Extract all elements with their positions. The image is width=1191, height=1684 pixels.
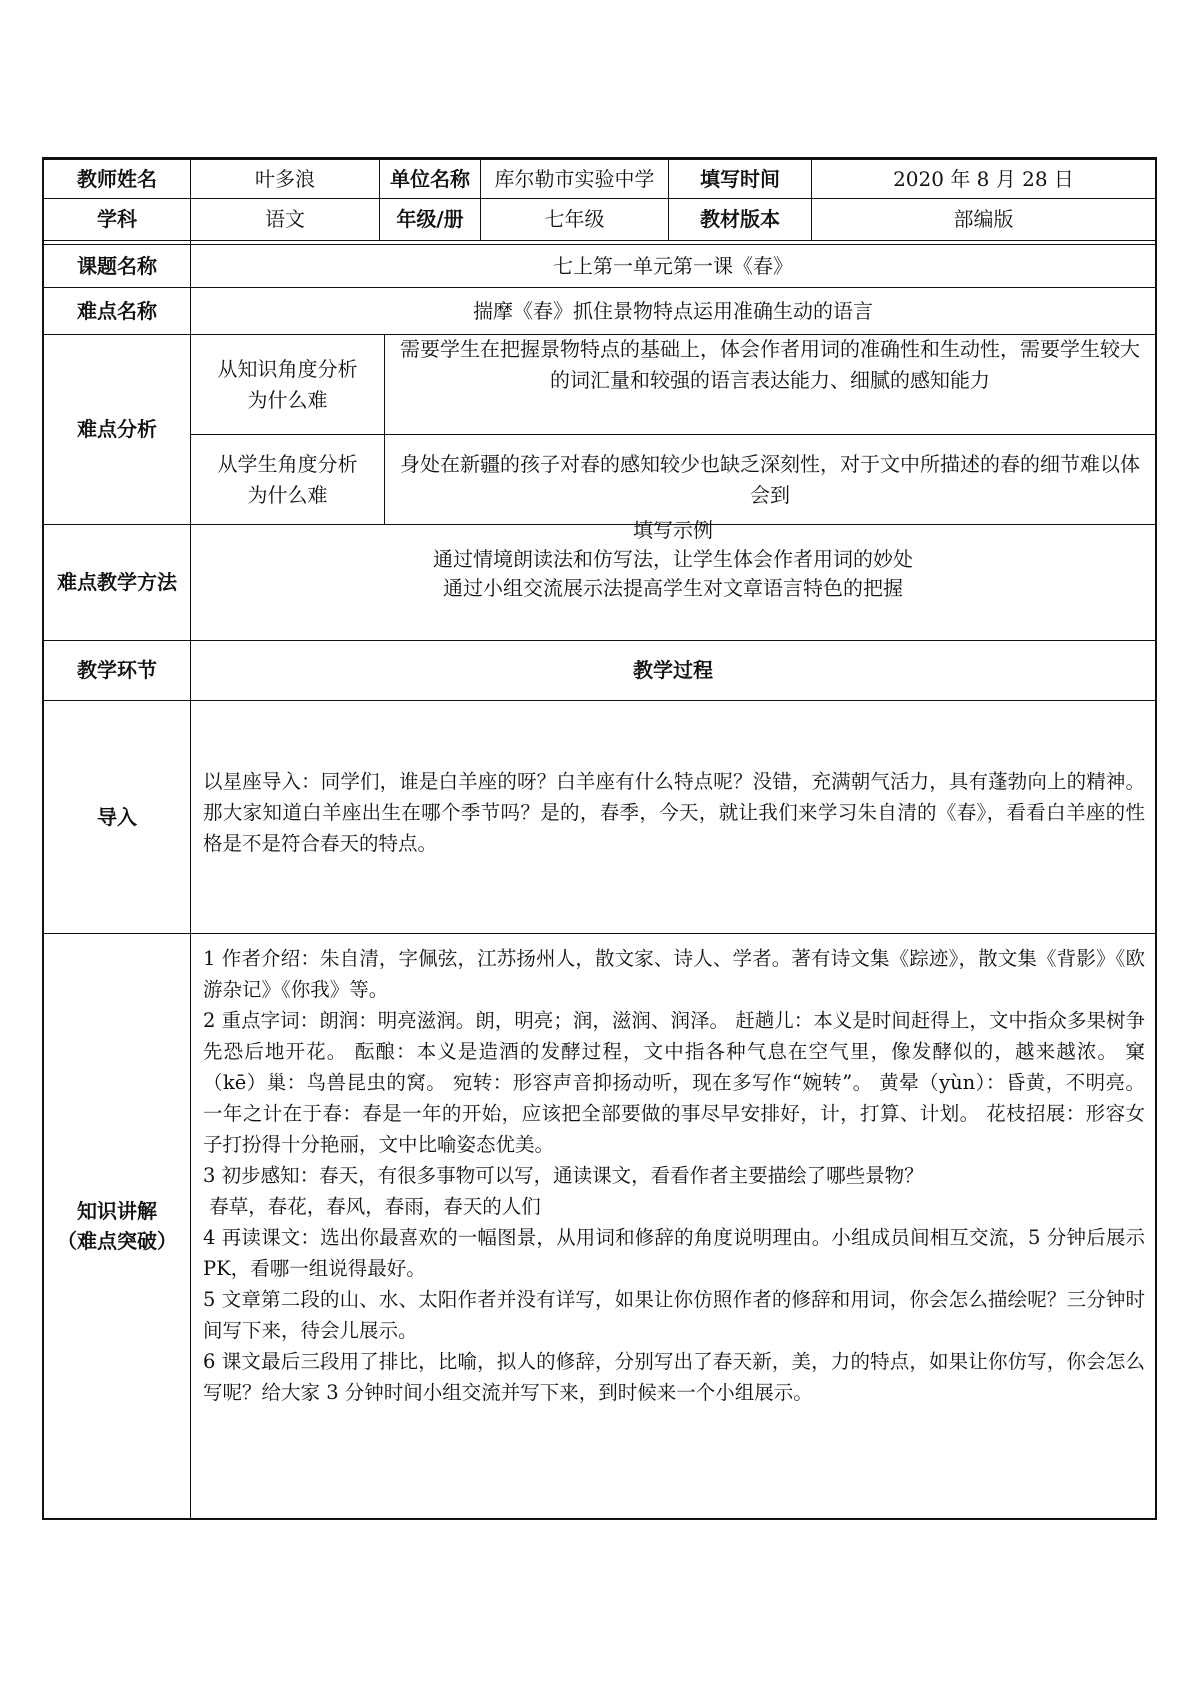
knowledge-paragraph: 3 初步感知：春天，有很多事物可以写，通读课文，看看作者主要描绘了哪些景物？ [203,1164,924,1187]
intro-text: 以星座导入：同学们，谁是白羊座的呀？白羊座有什么特点呢？没错，充满朝气活力，具有蓬勃向上的精神。那大家知道白羊座出生在哪个季节吗？是的，春季，今天，就让我们来学习朱自清的《春》，看看白羊座的性格是不是符合春天的特点。 [203,770,1145,855]
edition-label: 教材版本 [700,207,780,231]
knowledge-label-line: 知识讲解 [77,1199,157,1223]
method-value [191,517,1155,600]
fill-date-label: 填写时间 [700,166,780,191]
subject-label: 学科 [97,207,137,231]
method-line: 通过情境朗读法和仿写法，让学生体会作者用词的妙处 [433,546,913,571]
method-line: 填写示例 [633,517,713,542]
intro-label: 导入 [97,804,137,829]
grade: 七年级 [544,207,605,231]
analysis-label: 难点分析 [77,417,157,441]
knowledge-text [191,943,1155,1408]
unit-name: 库尔勒市实验中学 [494,166,655,191]
knowledge-paragraph: 春草，春花，春风，春雨，春天的人们 [203,1195,541,1218]
knowledge-paragraph: 6 课文最后三段用了排比，比喻，拟人的修辞，分别写出了春天新，美，力的特点，如果让你仿写，你会怎么写呢？给大家 3 分钟时间小组交流并写下来，到时候来一个小组展示。 [203,1350,1145,1404]
difficulty-value: 揣摩《春》抓住景物特点运用准确生动的语言 [473,298,873,323]
knowledge-paragraph: 1 作者介绍：朱自清，字佩弦，江苏扬州人，散文家、诗人、学者。著有诗文集《踪迹》，散文集《背影》《欧游杂记》《你我》等。 [203,947,1145,1001]
teacher-name: 叶多浪 [255,166,315,191]
knowledge-paragraph: 2 重点字词：朗润：明亮滋润。朗，明亮；润，滋润、润泽。 赶趟儿：本义是时间赶得上，文中指众多果树争先恐后地开花。 酝酿：本义是造酒的发酵过程，文中指各种气息在空气里，像发酵似的，越来越浓。 窠（kē）巢：鸟兽昆虫的窝。 宛转：形容声音抑扬动听，现在多写作“婉转”。 黄晕（yùn）：昏黄，不明亮。 一年之计在于春：春是一年的开始，应该把全部要做的事尽早安排好，计，打算、计划。 花枝招展：形容女子打扮得十分艳丽，文中比喻姿态优美。 [203,1009,1145,1156]
row-divider [42,933,1157,934]
teaching-process-header: 教学过程 [633,658,713,682]
outer-border-bottom [42,1518,1157,1520]
knowledge-angle-label: 从知识角度分析为什么难 [217,356,358,412]
knowledge-paragraph: 5 文章第二段的山、水、太阳作者并没有详写，如果让你仿照作者的修辞和用词，你会怎么描绘呢？三分钟时间写下来，待会儿展示。 [203,1288,1145,1342]
outer-border-right [1155,157,1157,1520]
row-divider [42,240,1157,241]
method-line: 通过小组交流展示法提高学生对文章语言特色的把握 [443,575,903,600]
knowledge-label [44,934,190,1518]
method-label: 难点教学方法 [57,570,177,594]
knowledge-paragraph: 4 再读课文：选出你最喜欢的一幅图景，从用词和修辞的角度说明理由。小组成员间相互交流，5 分钟后展示 PK，看哪一组说得最好。 [203,1226,1145,1280]
row-divider [42,700,1157,701]
unit-name-label: 单位名称 [390,166,470,191]
topic-value: 七上第一单元第一课《春》 [553,253,793,278]
fill-date: 2020 年 8 月 28 日 [893,166,1074,191]
knowledge-angle-value: 需要学生在把握景物特点的基础上，体会作者用词的准确性和生动性，需要学生较大的词汇量和较强的语言表达能力、细腻的感知能力 [400,337,1140,392]
student-angle-label: 从学生角度分析为什么难 [217,451,358,507]
knowledge-label-line: （难点突破） [57,1229,177,1253]
teacher-name-label: 教师姓名 [77,166,157,191]
lesson-plan-table [42,157,1157,1520]
topic-label: 课题名称 [77,253,157,278]
difficulty-label: 难点名称 [77,298,157,323]
student-angle-value: 身处在新疆的孩子对春的感知较少也缺乏深刻性，对于文中所描述的春的细节难以体会到 [400,451,1140,507]
subject: 语文 [265,207,305,231]
grade-label: 年级/册 [396,207,464,231]
edition: 部编版 [953,207,1014,231]
teaching-step-header: 教学环节 [77,658,157,682]
